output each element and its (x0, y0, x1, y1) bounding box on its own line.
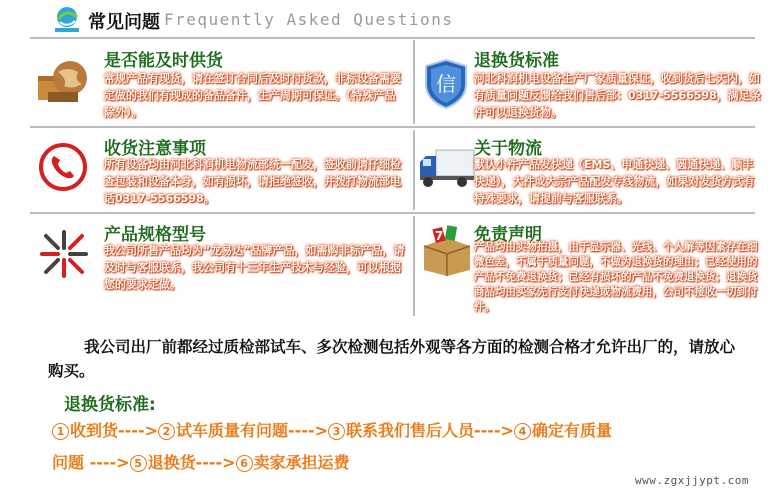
truck-icon (418, 146, 476, 188)
flow-step: 1 收到货 (52, 421, 118, 440)
globe-box-icon (34, 52, 90, 108)
return-standard-title: 退换货标准: (64, 395, 156, 415)
faq-title: 关于物流 (474, 139, 542, 159)
faq-text: 我公司所售产品均为“龙易达”品牌产品，如需购非标产品，请及时与客服联系，我公司有十三年生产技术与经验，可以根据您的要求定做。 (104, 244, 405, 291)
divider (30, 212, 755, 214)
flow-step: 5 退换货 (130, 453, 196, 472)
faq-title: 收货注意事项 (104, 139, 206, 159)
box-icon (420, 222, 474, 278)
flow-step: 4 确定有质量 (514, 421, 612, 440)
faq-text: 默认小件产品发快递（EMS、申通快递、圆通快递、顺丰快递），大件或大宗产品配发专线物流，如果对发货方式有特殊要求，请提前与客服联系。 (474, 158, 755, 205)
phone-icon (38, 142, 88, 192)
flow-step-continued: 问题 (52, 453, 85, 472)
faq-title: 退换货标准 (474, 51, 559, 71)
flow-step: 2 试车质量有问题 (158, 421, 288, 440)
page-header (0, 0, 777, 38)
flow-step: 3 联系我们售后人员 (328, 421, 474, 440)
flow-arrow: ----> (89, 453, 130, 472)
faq-text: 常规产品有现货，请在签订合同后及时付货款，非标设备需要定做的我们有现成的备品备件，生产周期可保证。（特殊产品除外）。 (104, 72, 401, 119)
return-flow-line-2 (52, 450, 350, 473)
return-flow-line-1 (52, 418, 612, 441)
arrows-icon (38, 228, 90, 280)
flow-arrow: ----> (118, 421, 158, 440)
faq-title: 免责声明 (474, 225, 542, 245)
page-title: 常见问题 (88, 12, 160, 33)
faq-title: 产品规格型号 (104, 225, 206, 245)
flow-step: 6 卖家承担运费 (236, 453, 350, 472)
divider (30, 126, 755, 128)
divider (413, 216, 415, 316)
box-text: 7 (434, 229, 444, 243)
shield-text: 信 (436, 72, 456, 96)
faq-text: 所有设备均由河北科润机电物流部统一配发，签收前请仔细检查包装和设备本身，如有损坏，请拒绝签收，并拨打物流部电话0317-5566598。 (104, 158, 401, 205)
divider (413, 40, 415, 124)
flow-arrow: ----> (195, 453, 236, 472)
divider (30, 37, 755, 39)
faq-text: 产品均由实物拍摄，由于显示器、光线、个人解等因素存在细微色差，不属于质量问题，不做为退换货的理由；已经使用的产品不免费退换货；已经有损坏的产品不免费退换货；退换货商品均由买家先行支付快递或物流费用，公司不接收一切到付件。 (474, 241, 758, 313)
flow-arrow: ----> (473, 421, 514, 440)
shield-icon (424, 58, 468, 110)
logo-icon (52, 4, 82, 34)
flow-arrow: ----> (288, 421, 328, 440)
quality-note: 我公司出厂前都经过质检部试车、多次检测包括外观等各方面的检测合格才允许出厂的，请放心购买。 (48, 338, 736, 380)
faq-text: 河北科润机电设备生产厂家质量保证，收到货后七天内，如有质量问题反馈给我们售后部：0317-5566598，满足条件可以退换货物。 (474, 72, 761, 119)
watermark: www.zgxjjypt.com (635, 474, 749, 487)
divider (413, 130, 415, 210)
page-title-en: Frequently Asked Questions (164, 10, 454, 29)
faq-title: 是否能及时供货 (104, 51, 223, 71)
